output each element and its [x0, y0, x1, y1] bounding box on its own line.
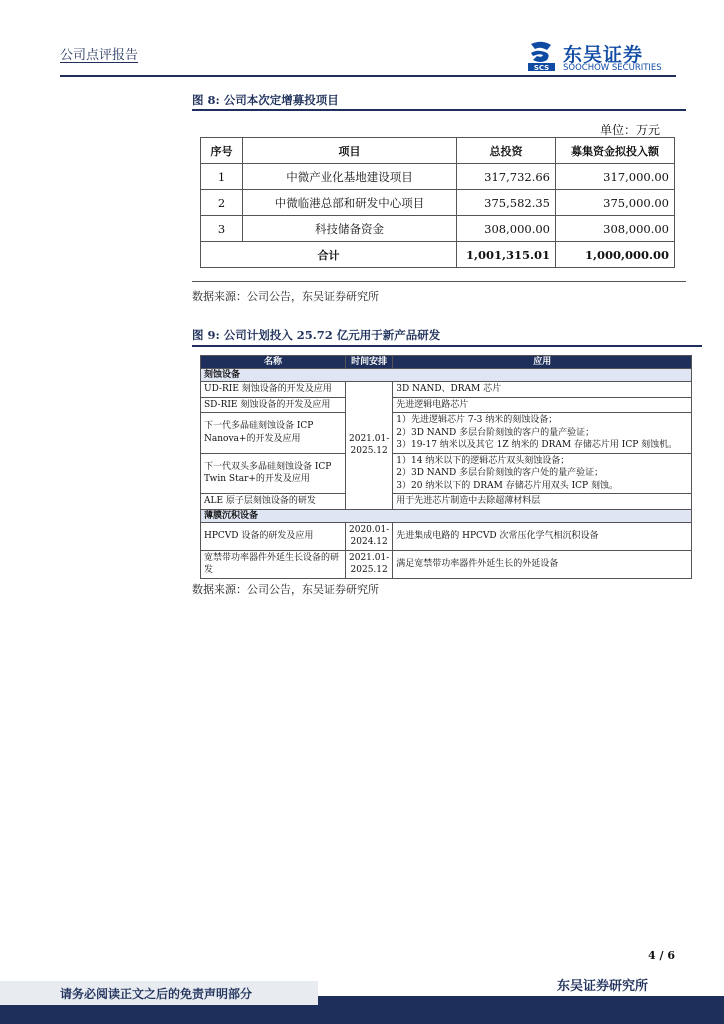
raised-amount: 308,000.00 [556, 216, 675, 242]
project-name: 下一代双头多晶硅刻蚀设备 ICP Twin Star+的开发及应用 [201, 453, 346, 494]
figure-9-caption: 图 9: 公司计划投入 25.72 亿元用于新产品研发 [192, 328, 441, 342]
total-investment: 375,582.35 [457, 190, 556, 216]
column-header: 时间安排 [346, 356, 393, 369]
figure-8-rule [192, 109, 686, 111]
total-row [201, 242, 675, 268]
column-header: 应用 [393, 356, 692, 369]
figure-9-source: 数据来源：公司公告，东吴证券研究所 [192, 583, 379, 596]
table-row [201, 522, 692, 550]
section-row [201, 369, 692, 382]
figure-8-caption: 图 8: 公司本次定增募投项目 [192, 93, 339, 107]
table-row [201, 190, 675, 216]
project-name: SD-RIE 刻蚀设备的开发及应用 [201, 397, 346, 413]
logo-mark-icon [527, 40, 557, 72]
project-name: UD-RIE 刻蚀设备的开发及应用 [201, 382, 346, 398]
raised-amount: 317,000.00 [556, 164, 675, 190]
project-name: 宽禁带功率器件外延生长设备的研发 [201, 550, 346, 578]
section-title-etch: 刻蚀设备 [201, 369, 692, 382]
project-name: ALE 原子层刻蚀设备的研发 [201, 494, 346, 510]
project-name: 下一代多晶硅刻蚀设备 ICP Nanova+的开发及应用 [201, 413, 346, 454]
project-name: 中微临港总部和研发中心项目 [243, 190, 457, 216]
total-investment: 308,000.00 [457, 216, 556, 242]
table-row [201, 550, 692, 578]
time-range: 2020.01-2024.12 [346, 522, 393, 550]
page-number: 4 / 6 [648, 949, 675, 962]
project-application: 用于先进芯片制造中去除超薄材料层 [393, 494, 692, 510]
project-name: HPCVD 设备的研发及应用 [201, 522, 346, 550]
row-number: 2 [201, 190, 243, 216]
table-row [201, 413, 692, 454]
footer-disclaimer: 请务必阅读正文之后的免责声明部分 [60, 987, 253, 1001]
rd-projects-table [200, 355, 692, 579]
project-application: 3D NAND、DRAM 芯片 [393, 382, 692, 398]
figure-8-unit: 单位：万元 [600, 123, 661, 137]
project-application: 满足宽禁带功率器件外延生长的外延设备 [393, 550, 692, 578]
column-header: 名称 [201, 356, 346, 369]
report-type-label: 公司点评报告 [60, 48, 139, 63]
column-header: 项目 [243, 138, 457, 164]
table-row [201, 382, 692, 398]
section-title-film: 薄膜沉积设备 [201, 509, 692, 522]
column-header: 募集资金拟投入额 [556, 138, 675, 164]
table-row [201, 216, 675, 242]
row-number: 1 [201, 164, 243, 190]
figure-8-source-rule [192, 281, 686, 282]
project-name: 中微产业化基地建设项目 [243, 164, 457, 190]
company-logo [527, 40, 677, 74]
project-application: 先进逻辑电路芯片 [393, 397, 692, 413]
total-label: 合计 [201, 242, 457, 268]
investment-projects-table [200, 137, 675, 268]
time-range: 2021.01-2025.12 [346, 550, 393, 578]
table-header-row [201, 356, 692, 369]
project-application: 1）14 纳米以下的逻辑芯片双头刻蚀设备； 2）3D NAND 多层台阶刻蚀的客户处的量产验证； 3）20 纳米以下的 DRAM 存储芯片用双头 ICP 刻蚀。 [393, 453, 692, 494]
svg-text:SCS: SCS [533, 64, 550, 72]
header-divider [60, 75, 676, 77]
table-row [201, 494, 692, 510]
figure-9-rule [192, 345, 702, 347]
project-application: 先进集成电路的 HPCVD 次常压化学气相沉积设备 [393, 522, 692, 550]
column-header: 总投资 [457, 138, 556, 164]
row-number: 3 [201, 216, 243, 242]
column-header: 序号 [201, 138, 243, 164]
raised-amount-sum: 1,000,000.00 [556, 242, 675, 268]
table-row [201, 164, 675, 190]
table-row [201, 453, 692, 494]
logo-english-name: SOOCHOW SECURITIES [563, 63, 662, 73]
table-row [201, 397, 692, 413]
section-row [201, 509, 692, 522]
project-name: 科技储备资金 [243, 216, 457, 242]
table-header-row [201, 138, 675, 164]
footer-company: 东吴证券研究所 [557, 979, 649, 994]
raised-amount: 375,000.00 [556, 190, 675, 216]
project-application: 1）先进逻辑芯片 7-3 纳米的刻蚀设备； 2）3D NAND 多层台阶刻蚀的客户的量产验证； 3）19-17 纳米以及其它 1Z 纳米的 DRAM 存储芯片用 ICP 刻蚀机。 [393, 413, 692, 454]
logo-chinese-name: 东吴证券 [563, 44, 644, 66]
etch-time-range: 2021.01-2025.12 [346, 382, 393, 510]
figure-8-source: 数据来源：公司公告，东吴证券研究所 [192, 290, 379, 303]
total-investment-sum: 1,001,315.01 [457, 242, 556, 268]
total-investment: 317,732.66 [457, 164, 556, 190]
